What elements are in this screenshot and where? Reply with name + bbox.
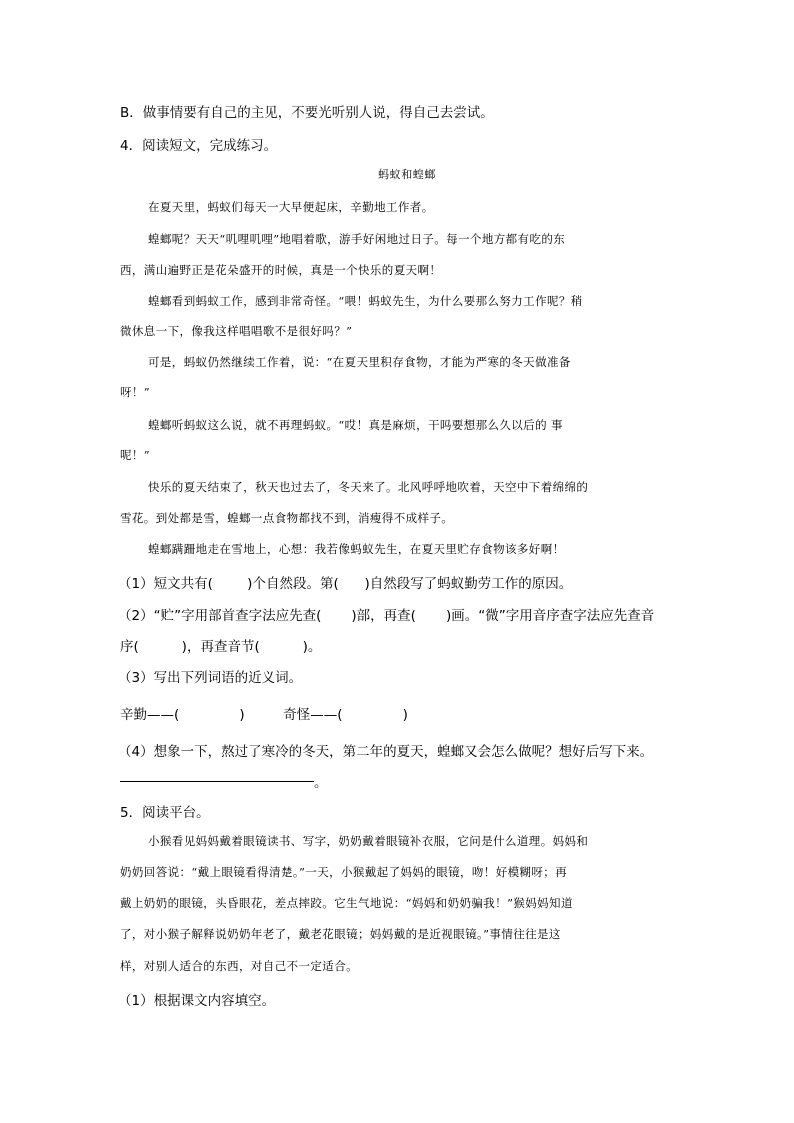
passage-2-line: 了，对小猴子解释说奶奶年老了，戴老花眼镜；妈妈戴的是近视眼镜。”事情往往是这 [120,927,561,941]
passage-2-line: 样，对别人适合的东西，对自己不一定适合。 [120,959,358,973]
passage-1-line: 蝗螂听蚂蚁这么说，就不再理蚂蚁。“哎！真是麻烦，干吗要想那么久以后的 事 [148,418,563,432]
passage-1-line: 可是，蚂蚁仍然继续工作着，说：“在夏天里积存食物，才能为严寒的冬天做准备 [148,355,571,369]
passage-1-line: 微休息一下，像我这样唱唱歌不是很好吗？” [120,324,353,338]
passage-2-line: 小猴看见妈妈戴着眼镜读书、写字，奶奶戴着眼镜补衣服，它问是什么道理。妈妈和 [148,834,589,848]
passage-1-line: 雪花。到处都是雪，蝗螂一点食物都找不到，消瘦得不成样子。 [120,511,454,525]
passage-1-line: 西，满山遍野正是花朵盛开的时候，真是一个快乐的夏天啊！ [120,263,442,277]
question-4-3: （3）写出下列词语的近义词。 [118,670,303,686]
question-4-1: （1）短文共有( )个自然段。第( )自然段写了蚂蚁勤劳工作的原因。 [118,576,573,592]
passage-1-line: 呢！” [120,448,151,462]
question-4-2-cont: 序( )，再查音节( )。 [120,639,322,655]
option-b: B．做事情要有自己的主见，不要光听别人说，得自己去尝试。 [120,105,494,121]
question-4-4: （4）想象一下，熬过了寒冷的冬天，第二年的夏天，蝗螂又会怎么做呢？想好后写下来。 [118,744,654,760]
question-4-2: （2）“贮”字用部首查字法应先查( )部，再查( )画。“微”字用音序查字法应先查音 [118,608,655,624]
synonym-blanks[interactable]: 辛勤——( ) 奇怪——( ) [120,707,408,723]
passage-2-line: 奶奶回答说：“戴上眼镜看得清楚。”一天，小猴戴起了妈妈的眼镜，吻！好模糊呀；再 [120,865,568,879]
passage-2-line: 戴上奶奶的眼镜，头昏眼花，差点摔跤。它生气地说：“妈妈和奶奶骗我！”猴妈妈知道 [120,896,573,910]
passage-1-line: 蝗螂蹒跚地走在雪地上，心想：我若像蚂蚁先生，在夏天里贮存食物该多好啊！ [148,542,565,556]
passage-1-line: 呀！” [120,385,151,399]
question-5-heading: 5．阅读平台。 [120,805,210,821]
passage-1-line: 蝗螂呢？天天“叽哩叽哩”地唱着歌，游手好闲地过日子。每一个地方都有吃的东 [148,232,566,246]
question-5-1: （1）根据课文内容填空。 [118,993,276,1009]
answer-blank-line[interactable] [120,781,314,782]
passage-1-line: 在夏天里，蚂蚁们每天一大早便起床，辛勤地工作者。 [148,200,434,214]
passage-1-line: 快乐的夏天结束了，秋天也过去了，冬天来了。北风呼呼地吹着，天空中下着绵绵的 [148,480,589,494]
answer-period: 。 [314,775,328,791]
question-4-heading: 4．阅读短文，完成练习。 [120,138,278,154]
passage-1-line: 蝗螂看到蚂蚁工作，感到非常奇怪。“喂！蚂蚁先生，为什么要那么努力工作呢？稍 [148,294,583,308]
passage-title: 蚂蚁和蝗螂 [378,168,436,181]
